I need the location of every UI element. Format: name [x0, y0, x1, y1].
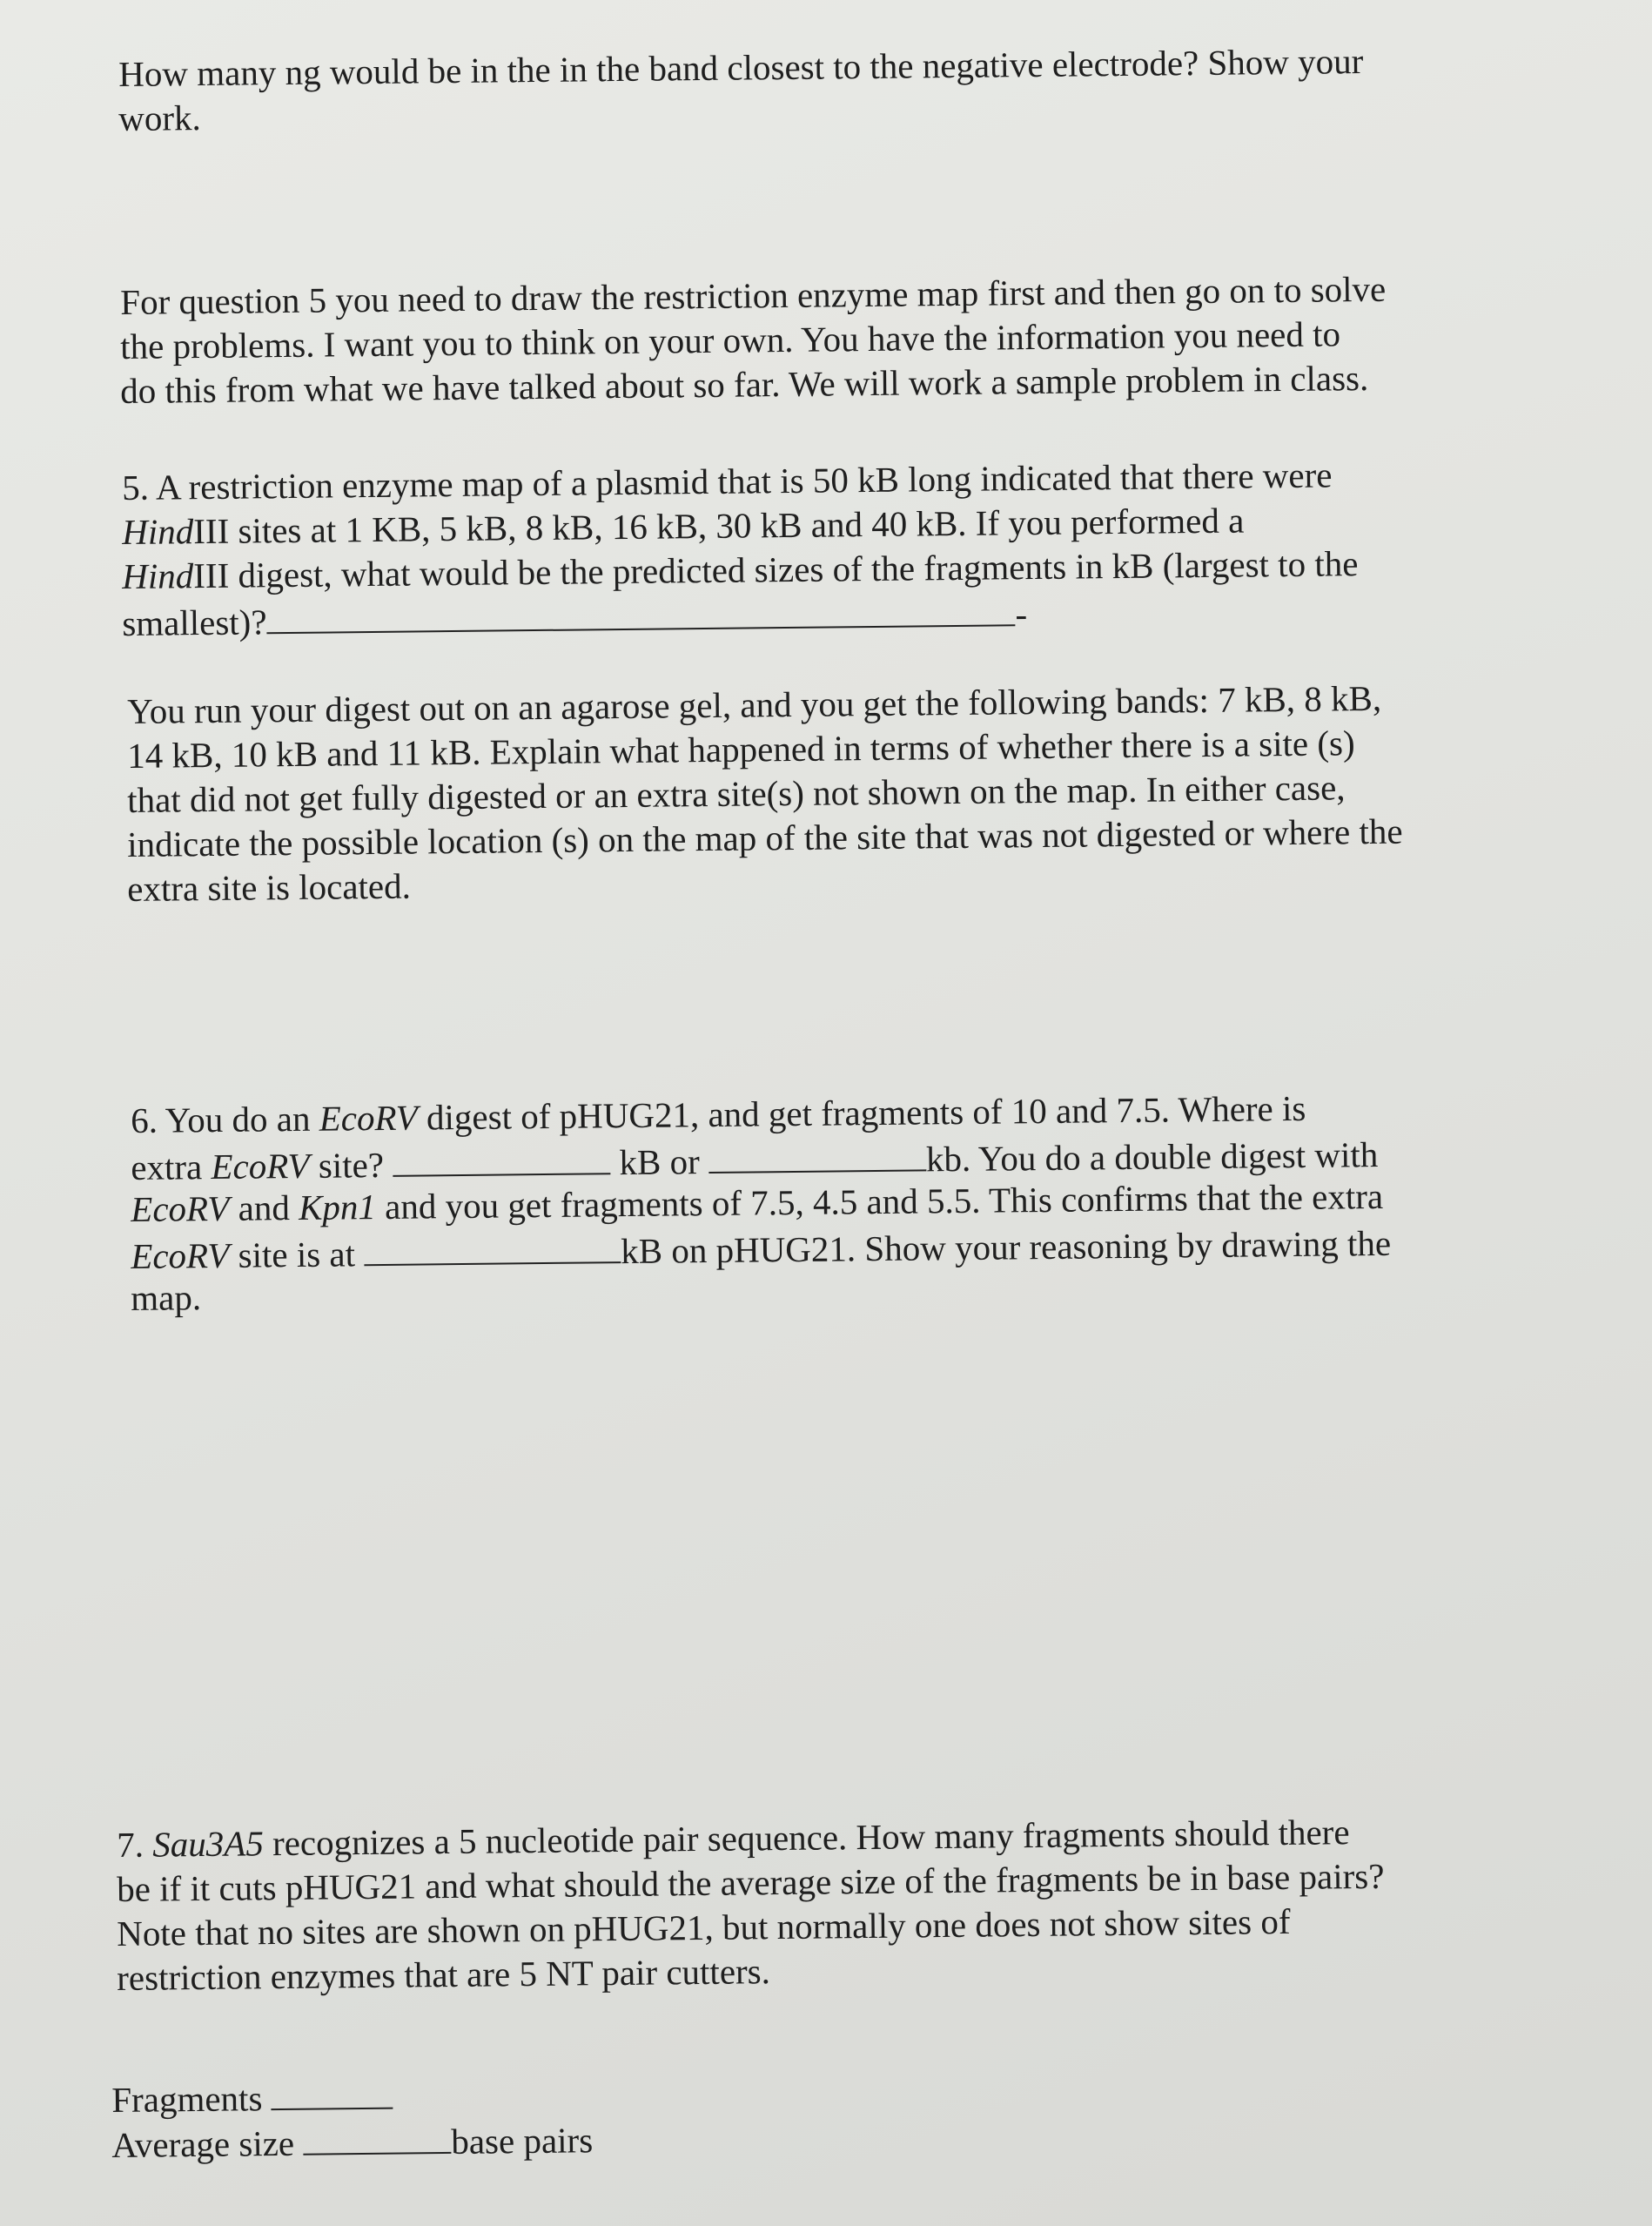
q5-line-3: HindIII digest, what would be the predicted sizes of the fragments in kB (largest to the: [122, 543, 1359, 596]
average-size-answer-row: [111, 2115, 593, 2168]
intro-q5-line-3: do this from what we have talked about so far. We will work a sample problem in class.: [120, 357, 1369, 411]
average-size-label: Average size: [111, 2122, 295, 2165]
hindiii-enzyme-name: Hind: [122, 555, 194, 596]
intro-q5-line-1: For question 5 you need to draw the restriction enzyme map first and then go on to solve: [120, 268, 1387, 322]
q5b-line-3: that did not get fully digested or an extra site(s) not shown on the map. In either case,: [127, 767, 1346, 820]
kpn1-enzyme-name: Kpn1: [298, 1187, 377, 1227]
ecorv-enzyme-name: EcoRV: [131, 1234, 230, 1276]
q6-site-answer-blank-1[interactable]: [393, 1138, 610, 1177]
q7-line-3: Note that no sites are shown on pHUG21, but normally one does not show sites of: [117, 1900, 1291, 1954]
q5-line-2: HindIII sites at 1 KB, 5 kB, 8 kB, 16 kB, 30 kB and 40 kB. If you performed a: [122, 500, 1245, 552]
q5-fragments-answer-blank[interactable]: [266, 589, 1015, 634]
q5b-line-2: 14 kB, 10 kB and 11 kB. Explain what happened in terms of whether there is a site (s): [127, 723, 1355, 776]
ng-question-line-2: work.: [118, 98, 202, 138]
base-pairs-unit: base pairs: [451, 2120, 594, 2162]
q6-site-answer-blank-2[interactable]: [708, 1134, 926, 1174]
q7-line-1: 7. Sau3A5 recognizes a 5 nucleotide pair sequence. How many fragments should there: [117, 1812, 1350, 1865]
average-size-answer-blank[interactable]: [303, 2117, 451, 2155]
ng-question-line-1: How many ng would be in the in the band closest to the negative electrode? Show your: [118, 41, 1364, 94]
ecorv-enzyme-name: EcoRV: [131, 1187, 230, 1229]
q5b-line-4: indicate the possible location (s) on the map of the site that was not digested or where the: [127, 810, 1403, 864]
q6-line-3: EcoRV and Kpn1 and you get fragments of 7.5, 4.5 and 5.5. This confirms that the extra: [131, 1175, 1384, 1229]
q7-line-4: restriction enzymes that are 5 NT pair cutters.: [117, 1951, 771, 1998]
q5-line-1: 5. A restriction enzyme map of a plasmid that is 50 kB long indicated that there were: [122, 454, 1333, 508]
sau3a5-enzyme-name: Sau3A5: [152, 1823, 265, 1865]
q5b-line-1: You run your digest out on an agarose gel, and you get the following bands: 7 kB, 8 kB,: [127, 677, 1382, 731]
q5-line-4: smallest)? -: [122, 589, 1027, 646]
fragments-answer-row: [111, 2073, 393, 2122]
q5b-line-5: extra site is located.: [127, 865, 412, 909]
q6-line-4: EcoRV site is at kB on pHUG21. Show your reasoning by drawing the: [131, 1222, 1392, 1276]
hindiii-enzyme-name: Hind: [122, 511, 194, 552]
q6-line-2: extra EcoRV site? kB or kb. You do a double digest with: [131, 1133, 1379, 1187]
intro-q5-line-2: the problems. I want you to think on your own. You have the information you need to: [120, 313, 1341, 367]
ecorv-enzyme-name: EcoRV: [319, 1097, 419, 1139]
q6-line-5: map.: [131, 1277, 202, 1318]
fragments-answer-blank[interactable]: [271, 2073, 393, 2110]
ecorv-enzyme-name: EcoRV: [211, 1145, 310, 1187]
fragments-label: Fragments: [111, 2078, 263, 2120]
q7-line-2: be if it cuts pHUG21 and what should the average size of the fragments be in base pairs?: [117, 1855, 1385, 1909]
q6-line-1: 6. You do an EcoRV digest of pHUG21, and get fragments of 10 and 7.5. Where is: [131, 1087, 1306, 1140]
q6-confirmed-site-answer-blank[interactable]: [364, 1227, 621, 1266]
